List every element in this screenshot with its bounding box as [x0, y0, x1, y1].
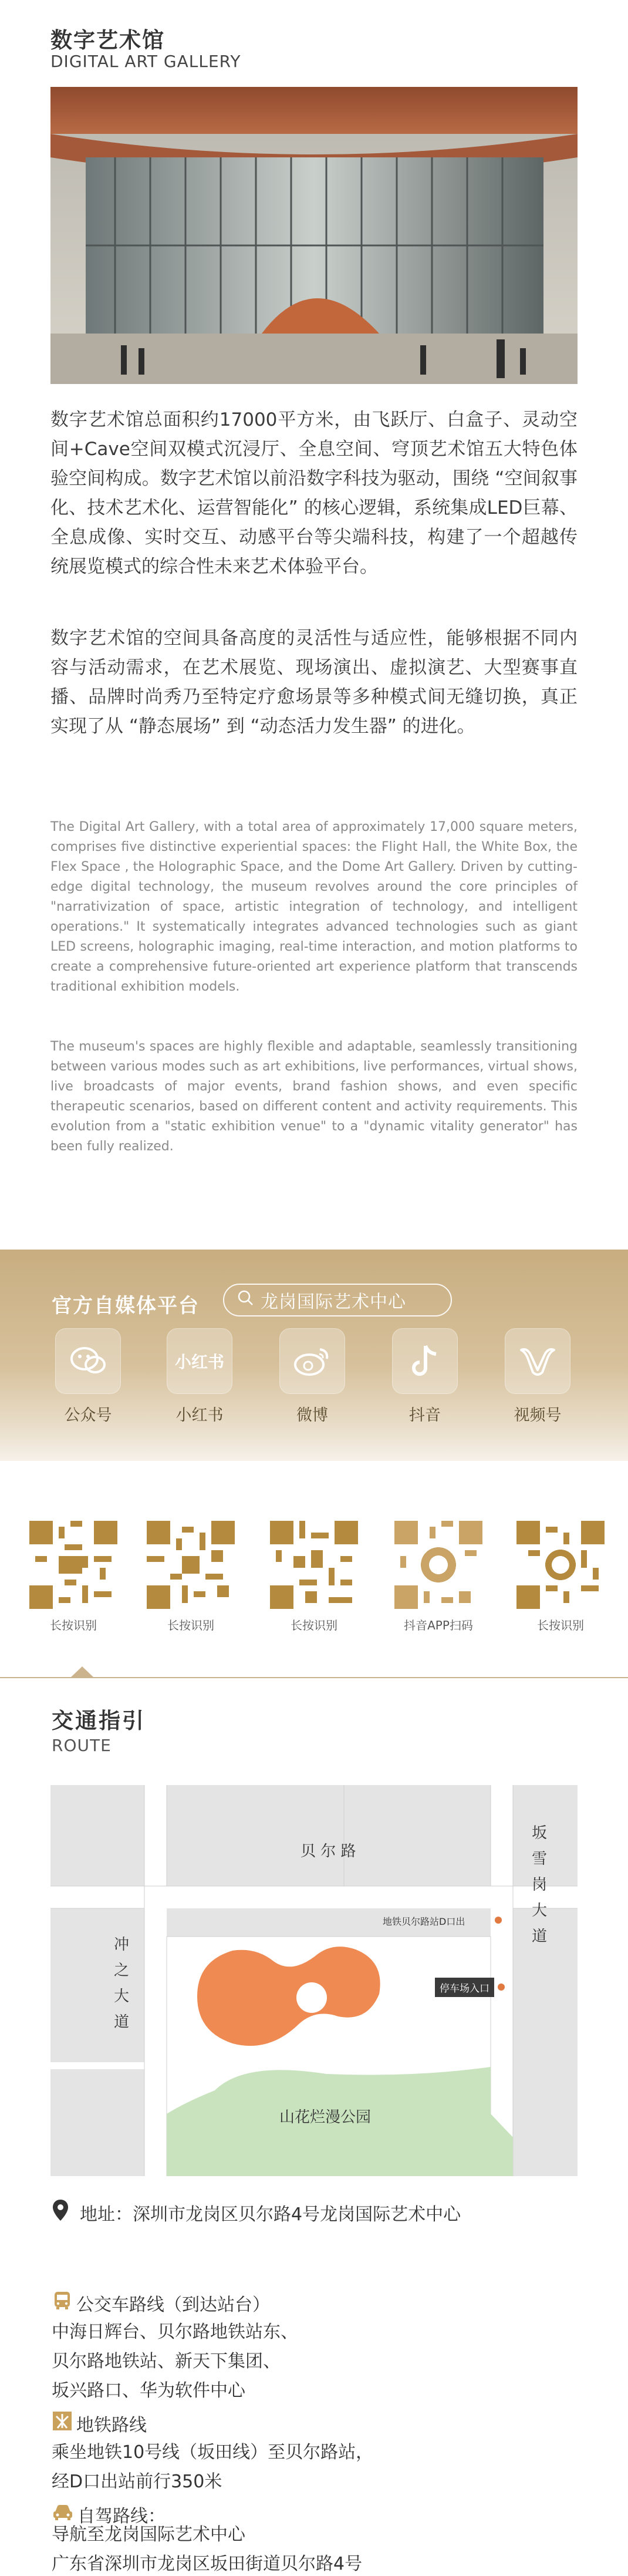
- address-row: [52, 2198, 461, 2227]
- bus-heading-text: 公交车路线（到达站台）: [76, 2295, 270, 2315]
- qr-item-1[interactable]: [26, 1521, 120, 1633]
- media-label: 公众号: [64, 1406, 112, 1425]
- media-label: 小红书: [175, 1406, 224, 1425]
- map-park-name: 山花烂漫公园: [279, 2109, 372, 2126]
- xiaohongshu-icon: [167, 1328, 232, 1394]
- car-route-lines: [52, 2520, 580, 2576]
- map-parking-entrance: 停车场入口: [435, 1978, 494, 1997]
- media-item-douyin[interactable]: [390, 1328, 460, 1425]
- qr-label: 长按识别: [537, 1618, 584, 1632]
- gallery-title: 数字艺术馆: [50, 28, 165, 53]
- search-icon: [237, 1289, 254, 1311]
- location-pin-icon: [52, 2198, 69, 2227]
- metro-icon: [52, 2410, 73, 2436]
- media-label: 微博: [296, 1406, 328, 1425]
- media-search-text: 龙岗国际艺术中心: [261, 1292, 406, 1312]
- section-divider: [0, 1677, 628, 1678]
- gallery-zh-paragraph-2: 数字艺术馆的空间具备高度的灵活性与适应性，能够根据不同内容与活动需求，在艺术展览、现场演出、虚拟演艺、大型赛事直播、品牌时尚秀乃至特定疗愈场景等多种模式间无缝切换，真正实现了从 “静态展场” 到 “动态活力发生器” 的进化。: [50, 628, 578, 737]
- bus-icon: [52, 2290, 73, 2316]
- media-search-pill[interactable]: [223, 1284, 452, 1316]
- channels-icon: [505, 1328, 570, 1394]
- section-divider-notch: [70, 1666, 94, 1678]
- media-item-weibo[interactable]: [277, 1328, 347, 1425]
- bus-line: 贝尔路地铁站、新天下集团、: [52, 2351, 281, 2372]
- qr-label: 长按识别: [167, 1618, 214, 1632]
- media-title: 官方自媒体平台: [52, 1294, 200, 1318]
- car-line: 导航至龙岗国际艺术中心: [52, 2524, 245, 2545]
- gallery-en-paragraph-2: The museum's spaces are highly flexible and adaptable, seamlessly transitioning between various modes such as art exhibitions, live performances, virtual shows, live broadcasts of major events, brand fashion shows, and even specific therapeutic scenarios, based on different content and activity requirements. This evolution from a "static exhibition venue" to a "dynamic vitality generator" has been fully realized.: [50, 1039, 578, 1154]
- metro-route-heading: [52, 2410, 147, 2436]
- qr-code: [394, 1521, 482, 1609]
- bus-line: 坂兴路口、华为软件中心: [52, 2380, 245, 2401]
- qr-code: [29, 1521, 117, 1609]
- metro-line: 乘坐地铁10号线（坂田线）至贝尔路站，: [52, 2442, 374, 2463]
- qr-code: [147, 1521, 235, 1609]
- bus-line: 中海日辉台、贝尔路地铁站东、: [52, 2322, 298, 2342]
- bus-route-lines: [52, 2318, 580, 2406]
- qr-item-4[interactable]: [391, 1521, 485, 1633]
- address-text: 地址：深圳市龙岗区贝尔路4号龙岗国际艺术中心: [80, 2204, 461, 2225]
- map-road-beier: 贝 尔 路: [301, 1843, 356, 1860]
- media-item-wechat[interactable]: [53, 1328, 123, 1425]
- car-heading-text: 自驾路线：: [77, 2506, 166, 2527]
- qr-label: 抖音APP扫码: [404, 1618, 473, 1632]
- douyin-icon: [392, 1328, 458, 1394]
- qr-label: 长按识别: [50, 1618, 97, 1632]
- map-road-chongzhi: 冲之大道: [113, 1936, 129, 2031]
- route-map: [50, 1785, 578, 2176]
- metro-line: 经D口出站前行350米: [52, 2471, 222, 2492]
- metro-heading-text: 地铁路线: [76, 2415, 147, 2436]
- bus-route-heading: [52, 2290, 270, 2316]
- gallery-zh-paragraph-1: 数字艺术馆总面积约17000平方米，由飞跃厅、白盒子、灵动空间+Cave空间双模式沉浸厅、全息空间、穹顶艺术馆五大特色体验空间构成。数字艺术馆以前沿数字科技为驱动，围绕 “空间叙事化、技术艺术化、运营智能化” 的核心逻辑，系统集成LED巨幕、全息成像、实时交互、动感平台等尖端科技，构建了一个超越传统展览模式的综合性未来艺术体验平台。: [50, 409, 578, 577]
- metro-route-lines: [52, 2438, 580, 2497]
- qr-code: [270, 1521, 358, 1609]
- weibo-icon: [279, 1328, 345, 1394]
- route-title: 交通指引: [52, 1708, 146, 1733]
- xiaohongshu-icon-text: 小红书: [174, 1352, 224, 1372]
- map-road-banxuegang: 坂雪岗大道: [531, 1824, 547, 1945]
- qr-label: 长按识别: [291, 1618, 337, 1632]
- media-item-xiaohongshu[interactable]: [164, 1328, 235, 1425]
- gallery-subtitle: DIGITAL ART GALLERY: [50, 52, 241, 71]
- media-label: 视频号: [514, 1406, 562, 1425]
- qr-item-2[interactable]: [144, 1521, 238, 1633]
- media-label: 抖音: [409, 1406, 441, 1425]
- qr-item-5[interactable]: [514, 1521, 607, 1633]
- media-item-channels[interactable]: [502, 1328, 573, 1425]
- wechat-icon: [55, 1328, 121, 1394]
- gallery-en-paragraph-1: The Digital Art Gallery, with a total area of approximately 17,000 square meters, comprises five distinctive experiential spaces: the Flight Hall, the White Box, the Flex Space , the Holographic Space, and the Dome Art Gallery. Driven by cutting-edge digital technology, the museum revolves around the core principles of "narrativization of space, artistic integration of technology, and intelligent operations." It systematically integrates advanced technologies such as giant LED screens, holographic imaging, real-time interaction, and motion platforms to create a comprehensive future-oriented art experience platform that transcends traditional exhibition models.: [50, 820, 578, 994]
- route-subtitle: ROUTE: [52, 1736, 112, 1755]
- qr-item-3[interactable]: [267, 1521, 361, 1633]
- gallery-photo: [50, 87, 578, 384]
- qr-code: [516, 1521, 605, 1609]
- map-metro-exit: 地铁贝尔路站D口出: [383, 1916, 465, 1927]
- car-line: 广东省深圳市龙岗区坂田街道贝尔路4号: [52, 2554, 363, 2574]
